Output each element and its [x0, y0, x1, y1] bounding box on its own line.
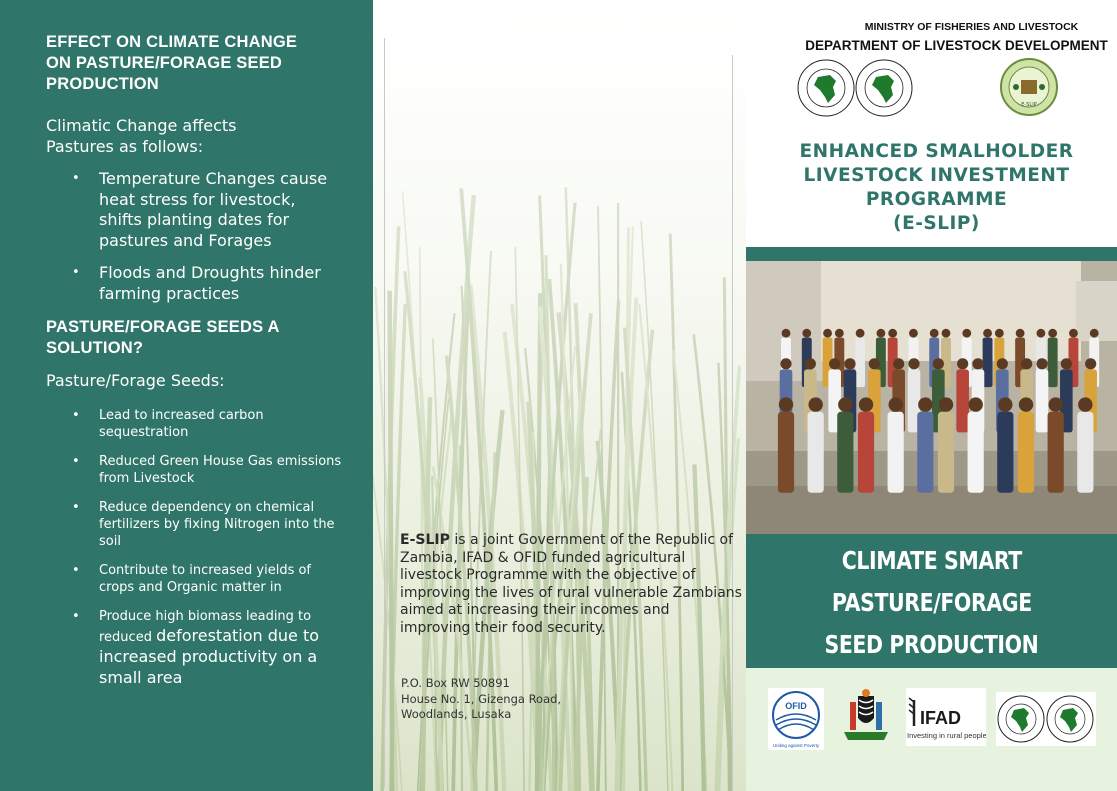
- climate-effect-heading-line: ON PASTURE/FORAGE SEED: [46, 54, 283, 72]
- person-head: [918, 397, 932, 411]
- benefits-list-item: • Contribute to increased yields of crops and Organic matter in: [46, 562, 343, 596]
- person-head: [805, 358, 816, 369]
- benefit-text-small: Produce high biomass leading to reduced: [99, 608, 312, 645]
- person-head: [1036, 358, 1047, 369]
- fold-line-right: [732, 55, 733, 791]
- zambia-coat-of-arms-logo: [840, 688, 892, 746]
- person-head: [1036, 329, 1045, 338]
- person-head: [1085, 358, 1096, 369]
- programme-title: [746, 140, 1117, 236]
- right-panel: [746, 0, 1117, 791]
- person-figure: [837, 412, 853, 493]
- person-figure: [1018, 412, 1034, 493]
- person-head: [998, 397, 1012, 411]
- person-head: [1016, 329, 1025, 338]
- person-head: [1069, 329, 1078, 338]
- solution-heading: [46, 317, 343, 359]
- brochure-title-line: PASTURE/FORAGE: [831, 588, 1032, 617]
- benefit-text-large: deforestation due to increased productivity on a small area: [99, 625, 320, 687]
- person-head: [933, 358, 944, 369]
- person-figure: [888, 412, 904, 493]
- person-head: [930, 329, 939, 338]
- eslip-bold-name: E-SLIP: [400, 532, 450, 548]
- person-figure: [1036, 369, 1049, 432]
- eslip-coat-of-arms-logo: [998, 58, 1060, 116]
- person-head: [888, 397, 902, 411]
- ifad-tagline: Investing in rural people: [907, 731, 986, 740]
- effects-list: [46, 169, 343, 305]
- person-head: [957, 358, 968, 369]
- programme-title-line: PROGRAMME: [865, 189, 1008, 210]
- person-head: [780, 358, 791, 369]
- ministry-name: MINISTRY OF FISHERIES AND LIVESTOCK: [864, 21, 1079, 33]
- middle-panel: [373, 0, 746, 791]
- person-head: [1021, 358, 1032, 369]
- person-head: [893, 358, 904, 369]
- eslip-description: [400, 532, 742, 637]
- person-figure: [917, 412, 933, 493]
- person-head: [808, 397, 822, 411]
- person-head: [1061, 358, 1072, 369]
- person-head: [1019, 397, 1033, 411]
- partner-logo-strip: [746, 668, 1117, 791]
- brochure-title-line: SEED PRODUCTION: [824, 630, 1039, 659]
- person-head: [1078, 397, 1092, 411]
- coat-of-arms-icon: [840, 688, 892, 746]
- benefits-list-item: • Reduce dependency on chemical fertilizers by fixing Nitrogen into the soil: [46, 499, 343, 550]
- person-head: [1090, 329, 1099, 338]
- ofid-name: OFID: [785, 701, 807, 711]
- person-head: [939, 397, 953, 411]
- eslip-badge-text: E-SLIP: [1021, 102, 1037, 108]
- person-head: [802, 329, 811, 338]
- afdb-logo-bottom: [996, 692, 1096, 746]
- person-head: [972, 358, 983, 369]
- climate-intro-line: Climatic Change affects: [46, 116, 237, 135]
- person-figure: [938, 412, 954, 493]
- person-head: [829, 358, 840, 369]
- person-figure: [1048, 338, 1058, 388]
- afdb-africa-icon: [996, 692, 1096, 746]
- ofid-logo: [768, 688, 824, 750]
- benefits-list-item: • Lead to increased carbon sequestration: [46, 407, 343, 441]
- person-head: [859, 397, 873, 411]
- climate-intro-line: Pastures as follows:: [46, 137, 204, 156]
- programme-title-line: ENHANCED SMALHOLDER: [799, 141, 1074, 162]
- benefits-list-item: [46, 608, 343, 688]
- teal-divider-bar: [746, 247, 1117, 261]
- person-head: [869, 358, 880, 369]
- person-head: [876, 329, 885, 338]
- programme-title-line: (E-SLIP): [893, 213, 980, 234]
- person-figure: [997, 412, 1013, 493]
- climate-effect-heading-line: EFFECT ON CLIMATE CHANGE: [46, 33, 298, 51]
- effects-list-item: • Floods and Droughts hinder farming practices: [46, 263, 343, 304]
- person-head: [844, 358, 855, 369]
- solution-heading-line: PASTURE/FORAGE SEEDS A: [46, 317, 280, 336]
- benefits-list: [46, 407, 343, 688]
- climate-effect-heading-line: PRODUCTION: [46, 75, 159, 93]
- effects-list-item: • Temperature Changes cause heat stress for livestock, shifts planting dates for pastures and Forages: [46, 169, 343, 251]
- group-photo: [746, 261, 1117, 534]
- benefits-list-item: • Reduced Green House Gas emissions from Livestock: [46, 453, 343, 487]
- programme-title-line: LIVESTOCK INVESTMENT: [803, 165, 1070, 186]
- person-figure: [855, 338, 865, 388]
- person-figure: [956, 369, 969, 432]
- person-head: [997, 358, 1008, 369]
- address-line: P.O. Box RW 50891: [401, 676, 510, 690]
- eslip-description-text: is a joint Government of the Republic of Zambia, IFAD & OFID funded agricultural livestock Programme with the objective of improving the lives of rural vulnerable Zambians aimed at increasing their incomes and improving their food security.: [400, 532, 742, 636]
- address-line: House No. 1, Gizenga Road,: [401, 691, 562, 706]
- person-figure: [968, 412, 984, 493]
- ofid-tagline: Uniting against Poverty: [772, 743, 820, 748]
- brochure-title-block: [746, 534, 1117, 668]
- person-head: [909, 329, 918, 338]
- brochure-title-line: CLIMATE SMART: [841, 546, 1022, 575]
- person-head: [823, 329, 832, 338]
- address-line: Woodlands, Lusaka: [401, 707, 512, 721]
- person-figure: [808, 412, 824, 493]
- ifad-wheat-icon: [906, 688, 986, 746]
- grass-background-image: [373, 0, 746, 791]
- afdb-logo: [796, 57, 916, 119]
- solution-heading-line: SOLUTION?: [46, 338, 144, 357]
- person-head: [779, 397, 793, 411]
- postal-address: [401, 676, 651, 723]
- department-name: DEPARTMENT OF LIVESTOCK DEVELOPMENT: [805, 38, 1108, 53]
- person-head: [782, 329, 791, 338]
- person-figure: [1048, 412, 1064, 493]
- person-head: [856, 329, 865, 338]
- person-head: [962, 329, 971, 338]
- ifad-name: IFAD: [920, 708, 962, 728]
- ofid-globe-icon: [768, 688, 824, 750]
- fold-line-left: [384, 38, 385, 788]
- person-head: [942, 329, 951, 338]
- person-figure: [858, 412, 874, 493]
- person-head: [888, 329, 897, 338]
- person-head: [835, 329, 844, 338]
- person-head: [968, 397, 982, 411]
- person-head: [995, 329, 1004, 338]
- seeds-subheading: Pasture/Forage Seeds:: [46, 370, 225, 390]
- ifad-logo: [906, 688, 986, 746]
- person-head: [908, 358, 919, 369]
- left-panel: [0, 0, 373, 791]
- person-head: [1048, 397, 1062, 411]
- person-head: [838, 397, 852, 411]
- person-figure: [1077, 412, 1093, 493]
- person-head: [983, 329, 992, 338]
- person-head: [1048, 329, 1057, 338]
- climate-effect-heading: [46, 32, 343, 95]
- person-figure: [778, 412, 794, 493]
- climate-intro: [46, 115, 343, 157]
